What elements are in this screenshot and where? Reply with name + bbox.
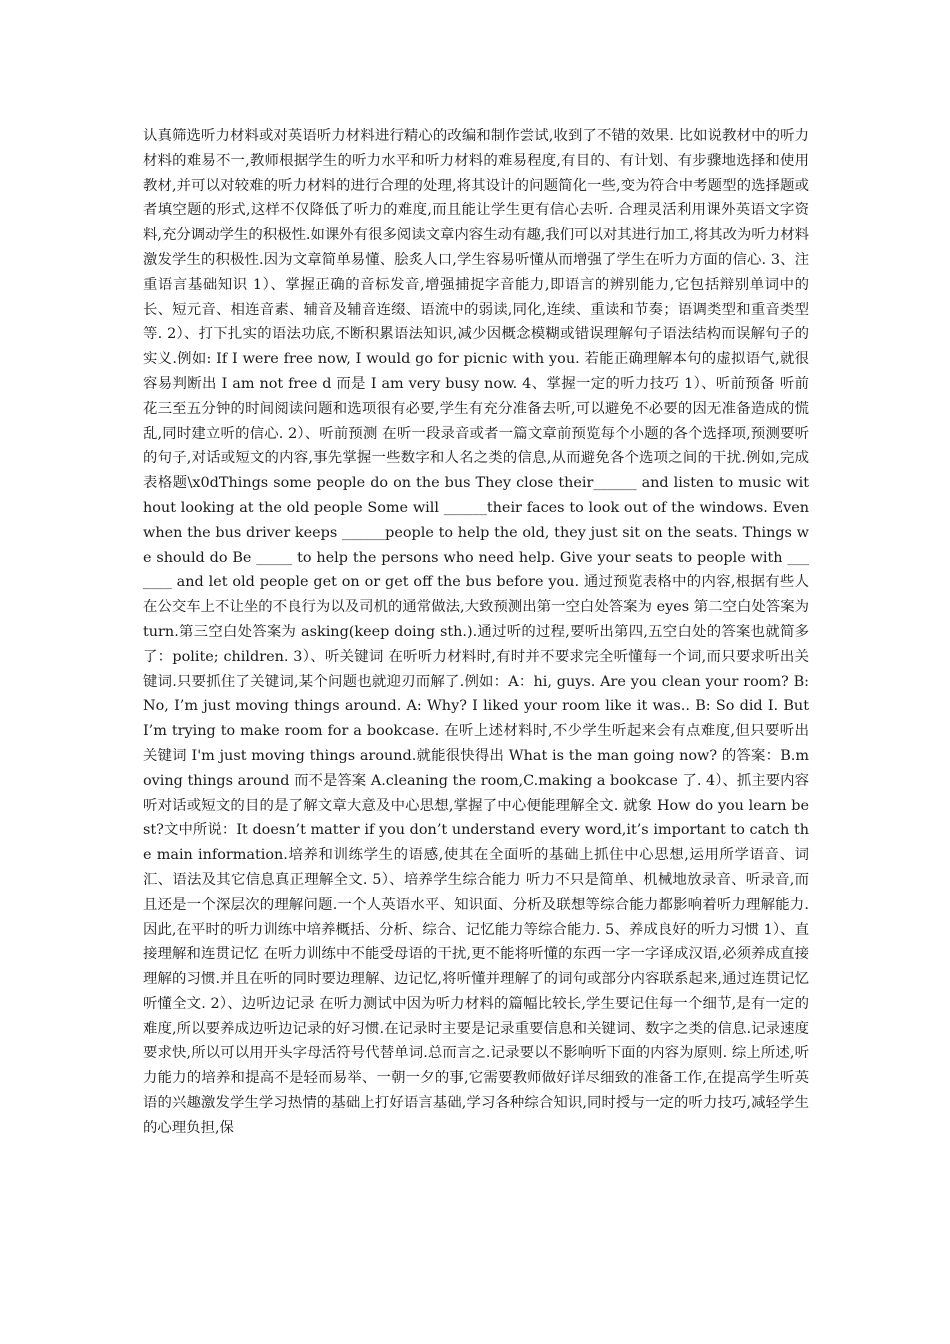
body-paragraph: 认真筛选听力材料或对英语听力材料进行精心的改编和制作尝试,收到了不错的效果. 比如说教材中的听力材料的难易不一,教师根据学生的听力水平和听力材料的难易程度,有目的、有计划、有步骤地选择和使用教材,并可以对较难的听力材料的进行合理的处理,将其设计的问题简化一些,变为符合中考题型的选择题或者填空题的形式,这样不仅降低了听力的难度,而且能让学生更有信心去听. 合理灵活利用课外英语文字资料,充分调动学生的积极性.如课外有很多阅读文章内容生动有趣,我们可以对其进行加工,将其改为听力材料激发学生的积极性.因为文章简单易懂、脍炙人口,学生容易听懂从而增强了学生在听力方面的信心. 3、注重语言基础知识 1）、掌握正确的音标发音,增强捕捉字音能力,即语言的辨别能力,它包括辩别单词中的长、短元音、相连音素、辅音及辅音连缀、语流中的弱读,同化,连续、重读和节奏；语调类型和重音类型等. 2）、打下扎实的语法功底,不断积累语法知识,减少因概念模糊或错误理解句子语法结构而误解句子的实义.例如: If I were free now, I would go for picnic with you. 若能正确理解本句的虚拟语气,就很容易判断出 I am not free d 而是 I am very busy now. 4、掌握一定的听力技巧 1）、听前预备 听前花三至五分钟的时间阅读问题和选项很有必要,学生有充分准备去听,可以避免不必要的因无准备造成的慌乱,同时建立听的信心. 2）、听前预测 在听一段录音或者一篇文章前预览每个小题的各个选择项,预测要听的句子,对话或短文的内容,事先掌握一些数字和人名之类的信息,从而避免各个选项之间的干扰.例如,完成表格题\x0dThings some people do on the bus They close their______ and listen to music without looking at the old people Some will ______their faces to look out of the windows. Even when the bus driver keeps ______people to help the old, they just sit on the seats. Things we should do Be _____ to help the persons who need help. Give your seats to people with _______ and let old people get on or get off the bus before you. 通过预览表格中的内容,根据有些人在公交车上不让坐的不良行为以及司机的通常做法,大致预测出第一空白处答案为 eyes 第二空白处答案为 turn.第三空白处答案为 asking(keep doing sth.).通过听的过程,要听出第四,五空白处的答案也就简多了：polite; children. 3）、听关键词 在听听力材料时,有时并不要求完全听懂每一个词,而只要求听出关键词.只要抓住了关键词,某个问题也就迎刃而解了.例如：A：hi, guys. Are you clean your room? B: No, I’m just moving things around. A: Why? I liked your room like it was.. B: So did I. But I’m trying to make room for a bookcase. 在听上述材料时,不少学生听起来会有点难度,但只要听出关键词 I'm just moving things around.就能很快得出 What is the man going now? 的答案：B.moving things around 而不是答案 A.cleaning the room,C.making a bookcase 了. 4）、抓主要内容 听对话或短文的目的是了解文章大意及中心思想,掌握了中心便能理解全文. 就象 How do you learn best?文中所说：It doesn’t matter if you don’t understand every word,it’s important to catch the main information.培养和训练学生的语感,使其在全面听的基础上抓住中心思想,运用所学语音、词汇、语法及其它信息真正理解全文. 5）、培养学生综合能力 听力不只是简单、机械地放录音、听录音,而且还是一个深层次的理解问题.一个人英语水平、知识面、分析及联想等综合能力都影响着听力理解能力.因此,在平时的听力训练中培养概括、分析、综合、记忆能力等综合能力. 5、养成良好的听力习惯 1）、直接理解和连贯记忆 在听力训练中不能受母语的干扰,更不能将听懂的东西一字一字译成汉语,必须养成直接理解的习惯.并且在听的同时要边理解、边记忆,将听懂并理解了的词句或部分内容联系起来,通过连贯记忆听懂全文. 2）、边听边记录 在听力测试中因为听力材料的篇幅比较长,学生要记住每一个细节,是有一定的难度,所以要养成边听边记录的好习惯.在记录时主要是记录重要信息和关键词、数字之类的信息.记录速度要求快,所以可以用开头字母活符号代替单词.总而言之.记录要以不影响听下面的内容为原则. 综上所述,听力能力的培养和提高不是轻而易举、一朝一夕的事,它需要教师做好详尽细致的准备工作,在提高学生听英语的兴趣激发学生学习热情的基础上打好语言基础,学习各种综合知识,同时授与一定的听力技巧,减轻学生的心理负担,保 bbox=[143, 128, 810, 1136]
